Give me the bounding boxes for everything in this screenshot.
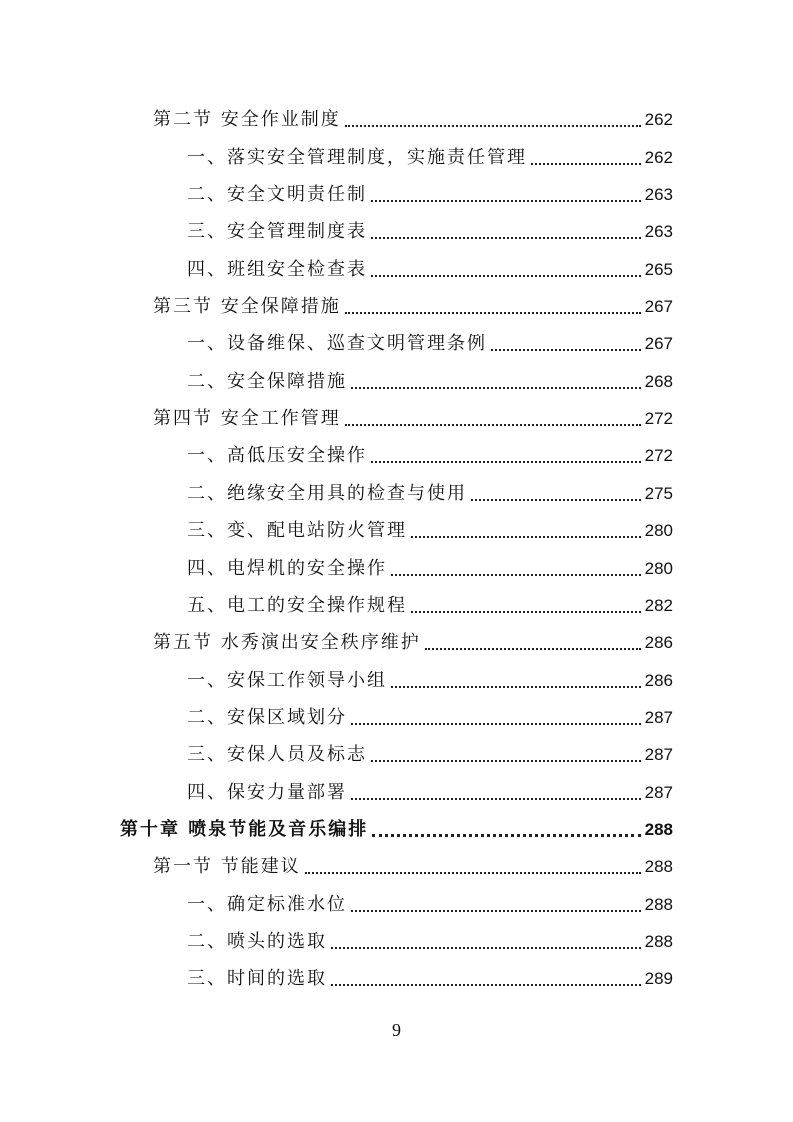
toc-entry-page: 287 — [644, 782, 673, 802]
toc-dot-leader — [372, 834, 640, 837]
toc-subsection-entry[interactable] — [187, 959, 673, 996]
toc-entry-label: 第一节 节能建议 — [153, 856, 301, 878]
toc-dot-leader — [391, 686, 641, 688]
toc-section-entry[interactable] — [153, 100, 673, 137]
toc-dot-leader — [345, 424, 641, 426]
toc-subsection-entry[interactable] — [187, 474, 673, 511]
toc-subsection-entry[interactable] — [187, 548, 673, 585]
toc-entry-label: 二、安保区域划分 — [187, 706, 347, 728]
toc-entry-label: 二、安全文明责任制 — [187, 184, 367, 206]
toc-dot-leader — [425, 648, 641, 650]
toc-entry-page: 286 — [644, 670, 673, 690]
toc-entry-page: 267 — [644, 334, 673, 354]
toc-dot-leader — [411, 536, 641, 538]
page-number: 9 — [392, 1020, 401, 1040]
toc-subsection-entry[interactable] — [187, 249, 673, 286]
toc-subsection-entry[interactable] — [187, 361, 673, 398]
toc-entry-page: 288 — [644, 857, 673, 877]
toc-subsection-entry[interactable] — [187, 175, 673, 212]
toc-dot-leader — [351, 723, 641, 725]
toc-dot-leader — [411, 611, 641, 613]
toc-entry-page: 288 — [644, 932, 673, 952]
toc-entry-page: 286 — [644, 633, 673, 653]
toc-entry-page: 272 — [644, 409, 673, 429]
toc-entry-label: 五、电工的安全操作规程 — [187, 594, 407, 616]
toc-dot-leader — [345, 312, 641, 314]
toc-entry-page: 275 — [644, 483, 673, 503]
toc-entry-page: 268 — [644, 371, 673, 391]
toc-section-entry[interactable] — [153, 847, 673, 884]
toc-subsection-entry[interactable] — [187, 922, 673, 959]
toc-entry-page: 265 — [644, 259, 673, 279]
toc-entry-page: 272 — [644, 446, 673, 466]
toc-dot-leader — [391, 574, 641, 576]
toc-entry-page: 262 — [644, 110, 673, 130]
toc-dot-leader — [371, 461, 641, 463]
toc-entry-label: 二、安全保障措施 — [187, 370, 347, 392]
toc-entry-label: 四、保安力量部署 — [187, 781, 347, 803]
toc-dot-leader — [351, 387, 641, 389]
toc-dot-leader — [371, 760, 641, 762]
toc-section-entry[interactable] — [153, 623, 673, 660]
toc-section-entry[interactable] — [153, 399, 673, 436]
toc-entry-label: 三、安保人员及标志 — [187, 744, 367, 766]
toc-dot-leader — [331, 947, 641, 949]
toc-entry-page: 287 — [644, 707, 673, 727]
toc-dot-leader — [371, 237, 641, 239]
toc-entry-label: 一、高低压安全操作 — [187, 445, 367, 467]
toc-chapter-entry[interactable] — [120, 810, 673, 847]
toc-subsection-entry[interactable] — [187, 324, 673, 361]
toc-subsection-entry[interactable] — [187, 884, 673, 921]
toc-entry-label: 四、班组安全检查表 — [187, 258, 367, 280]
toc-entry-page: 288 — [644, 819, 673, 839]
toc-dot-leader — [491, 349, 641, 351]
toc-subsection-entry[interactable] — [187, 660, 673, 697]
toc-entry-label: 三、安全管理制度表 — [187, 221, 367, 243]
toc-entry-label: 第三节 安全保障措施 — [153, 296, 341, 318]
toc-subsection-entry[interactable] — [187, 698, 673, 735]
toc-subsection-entry[interactable] — [187, 212, 673, 249]
toc-subsection-entry[interactable] — [187, 511, 673, 548]
toc-entry-page: 289 — [644, 969, 673, 989]
toc-dot-leader — [345, 125, 641, 127]
toc-subsection-entry[interactable] — [187, 137, 673, 174]
toc-entry-label: 三、变、配电站防火管理 — [187, 520, 407, 542]
toc-entry-page: 263 — [644, 222, 673, 242]
toc-entry-label: 二、绝缘安全用具的检查与使用 — [187, 482, 467, 504]
toc-subsection-entry[interactable] — [187, 586, 673, 623]
toc-dot-leader — [371, 200, 641, 202]
toc-entry-label: 第四节 安全工作管理 — [153, 408, 341, 430]
toc-entry-label: 第五节 水秀演出安全秩序维护 — [153, 632, 421, 654]
toc-subsection-entry[interactable] — [187, 436, 673, 473]
toc-subsection-entry[interactable] — [187, 772, 673, 809]
toc-entry-label: 第十章 喷泉节能及音乐编排 — [120, 818, 369, 840]
toc-entry-label: 一、设备维保、巡查文明管理条例 — [187, 333, 487, 355]
toc-dot-leader — [531, 163, 641, 165]
toc-entry-page: 267 — [644, 297, 673, 317]
toc-entry-label: 一、落实安全管理制度，实施责任管理 — [187, 146, 527, 168]
toc-dot-leader — [351, 910, 641, 912]
toc-entry-label: 一、确定标准水位 — [187, 893, 347, 915]
toc-entry-page: 263 — [644, 185, 673, 205]
toc-dot-leader — [305, 872, 641, 874]
toc-entry-label: 一、安保工作领导小组 — [187, 669, 387, 691]
toc-entry-label: 二、喷头的选取 — [187, 931, 327, 953]
toc-dot-leader — [371, 275, 641, 277]
toc-entry-label: 三、时间的选取 — [187, 968, 327, 990]
toc-dot-leader — [471, 499, 641, 501]
toc-section-entry[interactable] — [153, 287, 673, 324]
toc-entry-page: 282 — [644, 595, 673, 615]
toc-entry-page: 280 — [644, 558, 673, 578]
toc-entry-label: 四、电焊机的安全操作 — [187, 557, 387, 579]
toc-entry-page: 288 — [644, 894, 673, 914]
toc-entry-page: 280 — [644, 521, 673, 541]
toc-dot-leader — [331, 984, 641, 986]
toc-subsection-entry[interactable] — [187, 735, 673, 772]
toc-dot-leader — [351, 798, 641, 800]
toc-entry-page: 287 — [644, 745, 673, 765]
toc-entry-label: 第二节 安全作业制度 — [153, 109, 341, 131]
toc-entry-page: 262 — [644, 147, 673, 167]
